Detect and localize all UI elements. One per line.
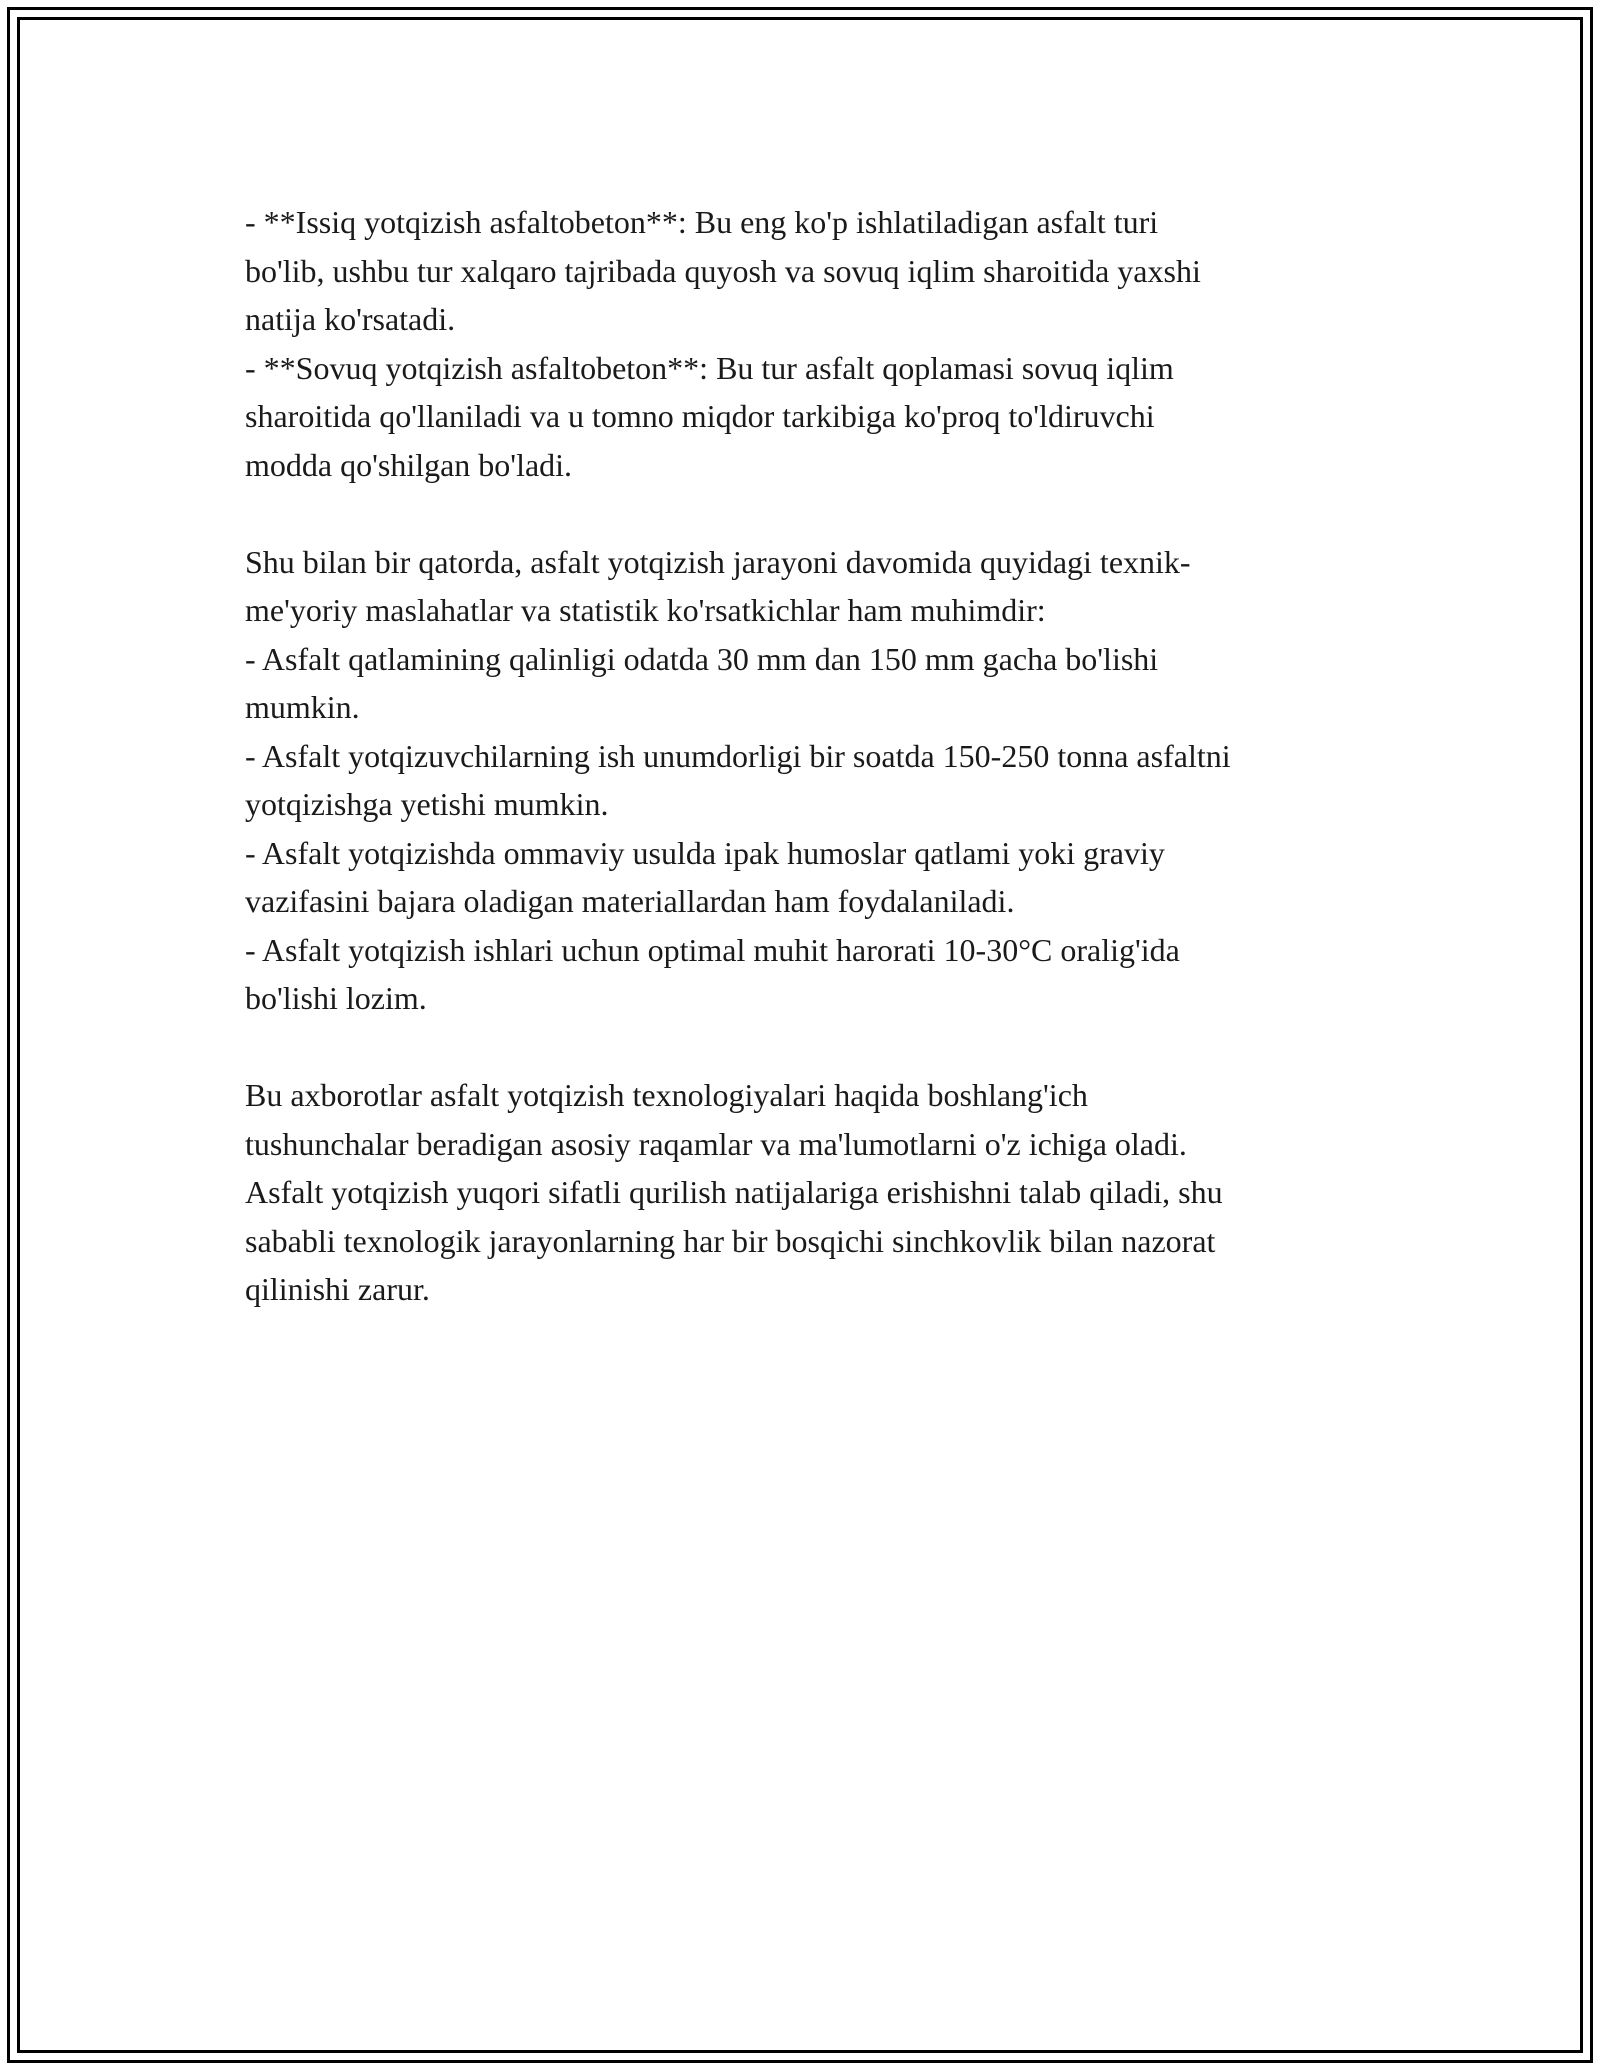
text-line: sharoitida qo'llaniladi va u tomno miqdor tarkibiga ko'proq to'ldiruvchi bbox=[245, 398, 1155, 434]
text-line: Bu axborotlar asfalt yotqizish texnologiyalari haqida boshlang'ich bbox=[245, 1077, 1088, 1113]
text-line: modda qo'shilgan bo'ladi. bbox=[245, 446, 573, 483]
text-line: qilinishi zarur. bbox=[245, 1271, 430, 1307]
text-line: tushunchalar beradigan asosiy raqamlar va ma'lumotlarni o'z ichiga oladi. bbox=[245, 1125, 1187, 1162]
text-line: bo'lib, ushbu tur xalqaro tajribada quyosh va sovuq iqlim sharoitida yaxshi bbox=[245, 252, 1201, 289]
page-frame bbox=[7, 7, 1593, 2063]
text-line: - Asfalt yotqizish ishlari uchun optimal muhit harorati 10-30°C oralig'ida bbox=[245, 931, 1180, 968]
text-line: - Asfalt yotqizuvchilarning ish unumdorligi bir soatda 150-250 tonna asfaltni bbox=[245, 737, 1231, 774]
paragraph-conclusion bbox=[245, 1071, 1395, 1314]
paragraph-technical-guidelines bbox=[245, 538, 1395, 1023]
text-line: vazifasini bajara oladigan materiallardan ham foydalaniladi. bbox=[245, 883, 1015, 919]
text-line: - **Sovuq yotqizish asfaltobeton**: Bu tur asfalt qoplamasi sovuq iqlim bbox=[245, 349, 1174, 386]
text-line: - Asfalt qatlamining qalinligi odatda 30 mm dan 150 mm gacha bo'lishi bbox=[245, 640, 1159, 677]
text-line: - **Issiq yotqizish asfaltobeton**: Bu eng ko'p ishlatiladigan asfalt turi bbox=[245, 204, 1159, 240]
paragraph-asphalt-types bbox=[245, 198, 1395, 489]
text-line: me'yoriy maslahatlar va statistik ko'rsatkichlar ham muhimdir: bbox=[245, 592, 1046, 628]
document-body bbox=[245, 198, 1395, 1314]
text-line: bo'lishi lozim. bbox=[245, 980, 427, 1016]
text-line: yotqizishga yetishi mumkin. bbox=[245, 786, 609, 822]
text-line: sababli texnologik jarayonlarning har bir bosqichi sinchkovlik bilan nazorat bbox=[245, 1222, 1216, 1259]
text-line: natija ko'rsatadi. bbox=[245, 301, 456, 337]
text-line: Shu bilan bir qatorda, asfalt yotqizish jarayoni davomida quyidagi texnik- bbox=[245, 543, 1191, 580]
text-line: mumkin. bbox=[245, 689, 360, 725]
text-line: Asfalt yotqizish yuqori sifatli qurilish natijalariga erishishni talab qiladi, shu bbox=[245, 1174, 1223, 1210]
text-line: - Asfalt yotqizishda ommaviy usulda ipak humoslar qatlami yoki graviy bbox=[245, 834, 1165, 871]
